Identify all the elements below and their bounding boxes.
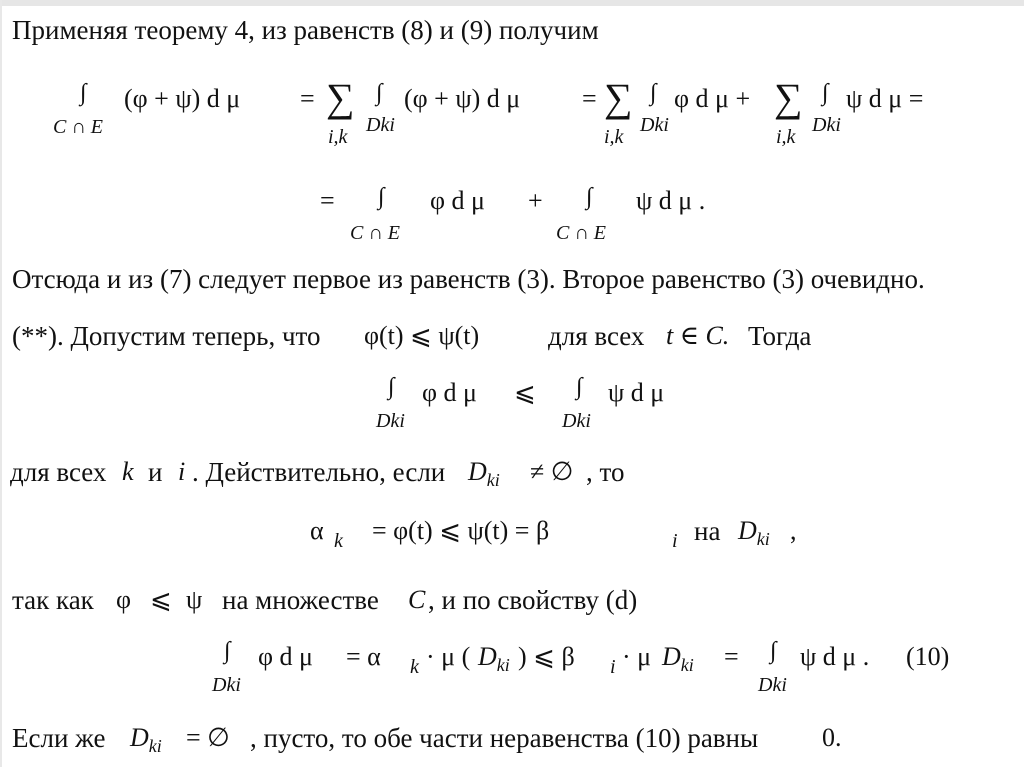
eq-alpha: = α — [346, 642, 381, 671]
integral-sign: ∫ — [770, 638, 777, 664]
equals-sign: = — [724, 642, 739, 671]
subscript-ik: i,k — [776, 126, 796, 148]
var-dki: $D_{ki}$ — [130, 723, 162, 757]
subscript-i: i — [610, 656, 616, 678]
zero: 0. — [822, 723, 842, 752]
integrand-psi: ψ d μ = — [846, 84, 924, 113]
text-line-1: Применяя теорему 4, из равенств (8) и (9) получим — [12, 15, 599, 45]
var-dki: $D_{ki}$ — [468, 457, 500, 491]
subscript-ik: i,k — [328, 126, 348, 148]
comma: , — [790, 516, 797, 545]
integral-sign: ∫ — [376, 80, 383, 106]
integrand-psi: ψ d μ . — [636, 186, 706, 215]
subscript-k: k — [334, 530, 343, 552]
subscript-k: k — [410, 656, 419, 678]
dot-mu: · μ ( — [426, 642, 471, 671]
subscript-dki: Dki — [366, 114, 395, 136]
integrand-phi-plus-psi: (φ + ψ) d μ — [404, 84, 521, 113]
slide-frame-top — [0, 0, 1024, 6]
text-na: на — [694, 516, 721, 546]
eq-empty: = ∅ — [186, 723, 230, 752]
psi-symbol: ψ — [186, 585, 203, 614]
integral-sign: ∫ — [80, 80, 87, 106]
var-k: k — [122, 457, 134, 486]
subscript-c-cap-e: C ∩ E — [350, 222, 400, 244]
text: , и по свойству (d) — [428, 585, 638, 615]
phi-symbol: φ — [116, 585, 132, 614]
integrand-phi-plus-psi: (φ + ψ) d μ — [124, 84, 241, 113]
dot-mu: · μ — [622, 642, 652, 671]
var-dki: $D_{ki}$ — [478, 642, 510, 676]
integral-sign: ∫ — [388, 374, 395, 400]
close-le-beta: ) ⩽ β — [518, 642, 575, 671]
subscript-dki: Dki — [562, 410, 591, 432]
integral-sign: ∫ — [822, 80, 829, 106]
subscript-ik: i,k — [604, 126, 624, 148]
subscript-c-cap-e: C ∩ E — [556, 222, 606, 244]
le-sign: ⩽ — [150, 585, 172, 614]
t-in-c: t ∈ C. — [666, 321, 730, 350]
integral-sign: ∫ — [576, 374, 583, 400]
subscript-c-cap-e: C ∩ E — [53, 116, 103, 138]
subscript-i: i — [672, 530, 678, 552]
text: Тогда — [748, 321, 812, 351]
equals-sign: = — [320, 186, 335, 215]
plus-sign: + — [528, 186, 543, 215]
le-sign: ⩽ — [514, 378, 536, 407]
inequality-phi-psi: φ(t) ⩽ ψ(t) — [364, 321, 480, 350]
integral-sign: ∫ — [378, 184, 385, 210]
slide-frame-left — [0, 0, 2, 767]
text: (**). Допустим теперь, что — [12, 321, 321, 351]
integrand-phi: φ d μ — [430, 186, 485, 215]
alpha-beta-chain: = φ(t) ⩽ ψ(t) = β — [372, 516, 550, 545]
sum-sign: ∑ — [604, 75, 633, 120]
text: , то — [586, 457, 625, 487]
text: , пусто, то обе части неравенства (10) равны — [250, 723, 759, 753]
subscript-dki: Dki — [212, 674, 241, 696]
equals-sign: = — [300, 84, 315, 113]
integrand-psi: ψ d μ — [608, 378, 665, 407]
text: так как — [12, 585, 94, 615]
var-dki: $D_{ki}$ — [738, 516, 770, 550]
sum-sign: ∑ — [326, 75, 355, 120]
integral-sign: ∫ — [224, 638, 231, 664]
subscript-dki: Dki — [758, 674, 787, 696]
text: . Действительно, если — [192, 457, 446, 487]
text: и — [148, 457, 163, 487]
subscript-dki: Dki — [376, 410, 405, 432]
equals-sign: = — [582, 84, 597, 113]
integral-sign: ∫ — [586, 184, 593, 210]
ne-empty: ≠ ∅ — [530, 457, 574, 486]
integrand-psi: ψ d μ . — [800, 642, 870, 671]
text: для всех — [10, 457, 107, 487]
var-c: C — [408, 585, 426, 614]
alpha-symbol: α — [310, 516, 324, 545]
text: на множестве — [222, 585, 379, 615]
var-dki: $D_{ki}$ — [662, 642, 694, 676]
integrand-phi: φ d μ + — [674, 84, 751, 113]
sum-sign: ∑ — [774, 75, 803, 120]
subscript-dki: Dki — [640, 114, 669, 136]
integrand-phi: φ d μ — [422, 378, 477, 407]
integrand-phi: φ d μ — [258, 642, 313, 671]
integral-sign: ∫ — [650, 80, 657, 106]
text: для всех — [548, 321, 645, 351]
equation-label: (10) — [906, 642, 950, 671]
text-line-3 — [12, 320, 320, 352]
text-line-2: Отсюда и из (7) следует первое из равенств (3). Второе равенство (3) очевидно. — [12, 264, 925, 294]
var-i: i — [178, 457, 186, 486]
subscript-dki: Dki — [812, 114, 841, 136]
text: Если же — [12, 723, 106, 753]
